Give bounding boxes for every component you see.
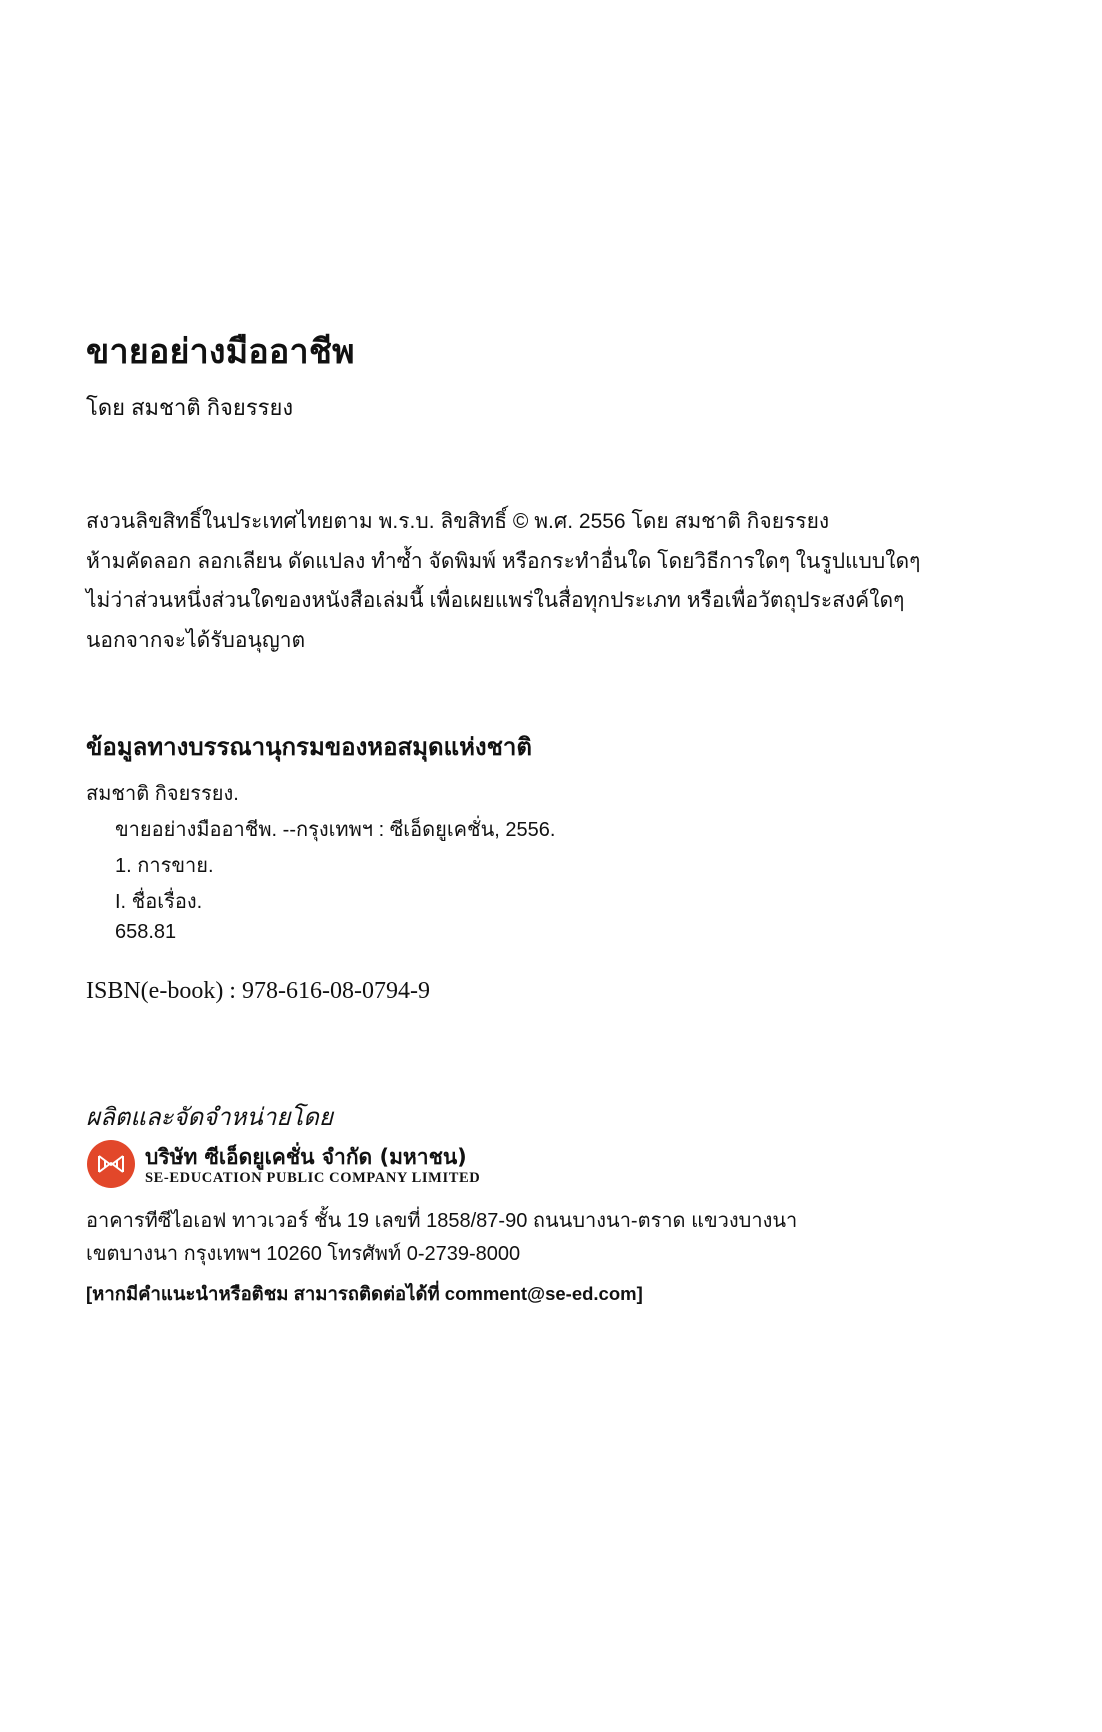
isbn: ISBN(e-book) : 978-616-08-0794-9: [86, 978, 430, 1004]
cataloging-imprint: ขายอย่างมืออาชีพ. --กรุงเทพฯ : ซีเอ็ดยูเคชั่น, 2556.: [115, 819, 556, 841]
book-title: ขายอย่างมืออาชีพ: [86, 332, 355, 372]
copyright-line: ห้ามคัดลอก ลอกเลียน ดัดแปลง ทำซ้ำ จัดพิมพ์ หรือกระทำอื่นใด โดยวิธีการใดๆ ในรูปแบบใดๆ: [86, 549, 921, 573]
cataloging-subject: 1. การขาย.: [115, 855, 214, 877]
copyright-line: ไม่ว่าส่วนหนึ่งส่วนใดของหนังสือเล่มนี้ เพื่อเผยแพร่ในสื่อทุกประเภท หรือเพื่อวัตถุประสงค์ใดๆ: [86, 589, 905, 612]
publisher-name-thai: บริษัท ซีเอ็ดยูเคชั่น จำกัด (มหาชน): [145, 1145, 467, 1169]
cataloging-heading: ข้อมูลทางบรรณานุกรมของหอสมุดแห่งชาติ: [86, 732, 532, 761]
copyright-notice: [86, 502, 920, 660]
address-line: อาคารทีซีไอเอฟ ทาวเวอร์ ชั้น 19 เลขที่ 1858/87-90 ถนนบางนา-ตราด แขวงบางนา: [86, 1210, 798, 1232]
contact-note: [หากมีคำแนะนำหรือติชม สามารถติดต่อได้ที่ comment@se-ed.com]: [86, 1283, 643, 1304]
se-ed-logo-icon: [86, 1139, 136, 1189]
copyright-line: นอกจากจะได้รับอนุญาต: [86, 628, 306, 652]
publisher-address: [86, 1205, 797, 1271]
cataloging-author: สมชาติ กิจยรรยง.: [86, 783, 239, 805]
address-line: เขตบางนา กรุงเทพฯ 10260 โทรศัพท์ 0-2739-8000: [86, 1243, 521, 1265]
publisher-label: ผลิตและจัดจำหน่ายโดย: [86, 1105, 333, 1131]
cataloging-title-entry: I. ชื่อเรื่อง.: [115, 891, 203, 913]
cataloging-classification: 658.81: [115, 921, 177, 943]
book-author: โดย สมชาติ กิจยรรยง: [86, 395, 294, 420]
publisher-name-english: SE-EDUCATION PUBLIC COMPANY LIMITED: [145, 1170, 481, 1186]
copyright-line: สงวนลิขสิทธิ์ในประเทศไทยตาม พ.ร.บ. ลิขสิทธิ์ © พ.ศ. 2556 โดย สมชาติ กิจยรรยง: [86, 510, 830, 533]
